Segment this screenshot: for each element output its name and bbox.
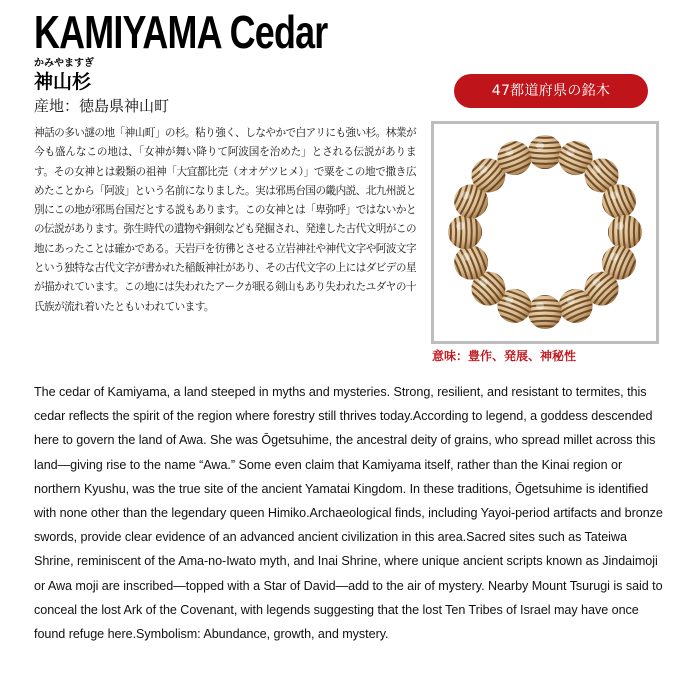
page-title: KAMIYAMA Cedar xyxy=(34,6,328,58)
origin-label: 産地：徳島県神山町 xyxy=(34,97,170,115)
product-photo xyxy=(431,121,659,344)
name-kanji: 神山杉 xyxy=(34,71,92,93)
meaning-label: 意味：豊作、発展、神秘性 xyxy=(432,349,577,363)
bead xyxy=(608,215,642,249)
description-english: The cedar of Kamiyama, a land steeped in myths and mysteries. Strong, resilient, and resistant to termites, this cedar reflects the spirit of the region where forestry still thrives today.According to legend, a goddess descended here to govern the land of Awa. She was Ōgetsuhime, the ancestral deity of grains, who spread millet across this land—giving rise to the name “Awa.” Some even claim that Kamiyama itself, rather than the Kinai region or northern Kyushu, was the true site of the ancient Yamatai Kingdom. In these traditions, Ōgetsuhime is identified with none other than the legendary queen Himiko.Archaeological finds, including Yayoi-period artifacts and bronze swords, provide clear evidence of an advanced ancient civilization in this area.Sacred sites such as Tateiwa Shrine, reminiscent of the Ama-no-Iwato myth, and Inai Shrine, where unique ancient scripts known as Jindaimoji or Awa moji are inscribed—topped with a Star of David—add to the air of mystery. Nearby Mount Tsurugi is said to conceal the lost Ark of the Covenant, with legends suggesting that the lost Ten Tribes of Israel may have once found refuge here.Symbolism: Abundance, growth, and mystery. xyxy=(34,385,663,642)
bead xyxy=(448,215,482,249)
wooden-bead-bracelet-icon xyxy=(434,124,656,341)
name-furigana: かみやますぎ xyxy=(34,58,94,69)
category-badge: 47都道府県の銘木 xyxy=(454,74,648,108)
description-japanese: 神話の多い謎の地「神山町」の杉。粘り強く、しなやかで白アリにも強い杉。林業が今も盛んなこの地は、「女神が舞い降りて阿波国を治めた」とされる伝説があります。その女神とは穀類の祖神「大宜都比売（オオゲツヒメ）」で粟をこの地で撒き広めたことから「阿波」という名前になりました。実は邪馬台国の畿内説、北九州説と別にこの地が邪馬台国だとする説もあります。この女神とは「卑弥呼」ではないかとの伝説があります。弥生時代の遺物や銅剣なども発掘され、発達した古代文明がこの地にあったことは確かである。天岩戸を彷彿とさせる立岩神社や神代文字や阿波文字という独特な古代文字が書かれた稲飯神社があり、その古代文字の上にはダビデの星が描かれています。この地には失われたアークが眠る剣山もあり失われたユダヤの十氏族が流れ着いたともいわれています。 xyxy=(34,127,416,313)
bead xyxy=(528,135,562,169)
bead xyxy=(528,295,562,329)
